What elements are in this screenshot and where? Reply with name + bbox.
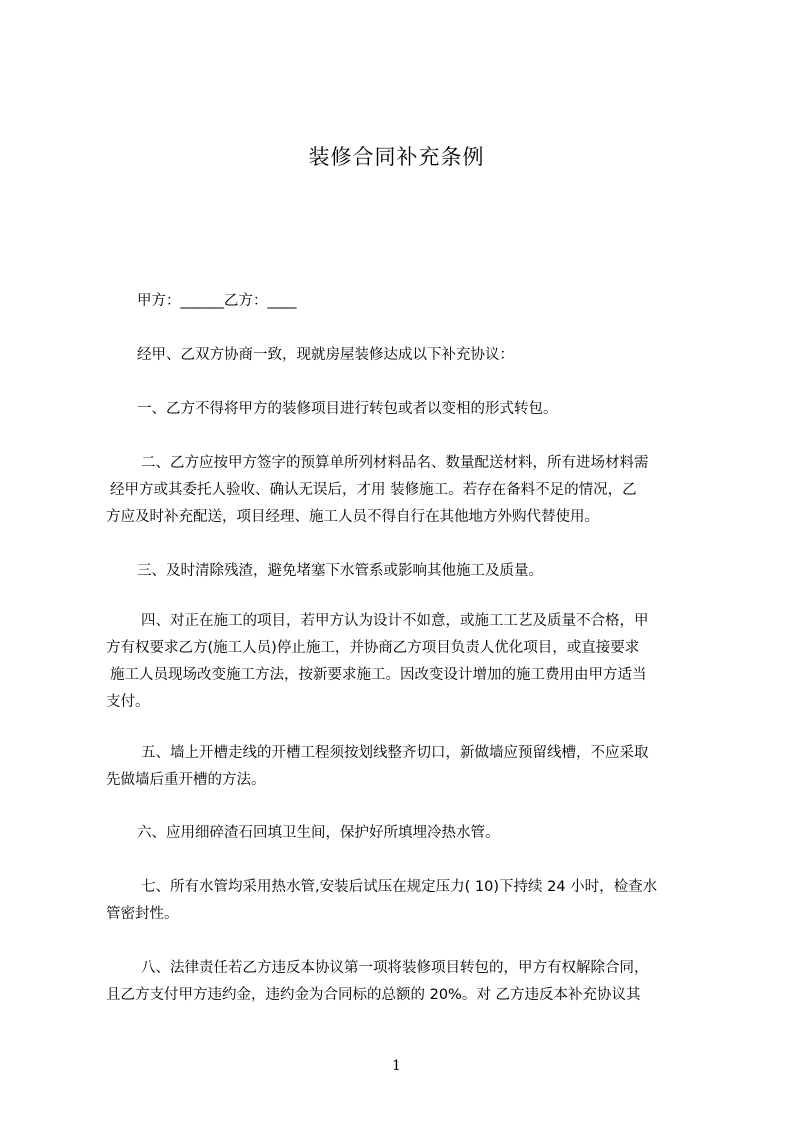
clause-2-line-3: 方应及时补充配送，项目经理、施工人员不得自行在其他地方外购代替使用。: [106, 509, 599, 525]
clause-6: 六、应用细碎渣石回填卫生间，保护好所填埋冷热水管。: [137, 825, 500, 841]
clause-8-line-2: 且乙方支付甲方违约金，违约金为合同标的总额的 20%。对 乙方违反本补充协议其: [106, 987, 641, 1003]
document-title: 装修合同补充条例: [308, 145, 485, 169]
clause-1: 一、乙方不得将甲方的装修项目进行转包或者以变相的形式转包。: [137, 401, 558, 417]
clause-5-line-2: 先做墙后重开槽的方法。: [106, 772, 266, 788]
clause-4-line-1: 四、对正在施工的项目，若甲方认为设计不如意，或施工工艺及质量不合格，甲: [141, 613, 649, 629]
clause-4-line-4: 支付。: [106, 694, 150, 710]
clause-7-line-1: 七、所有水管均采用热水管,安装后试压在规定压力( 10)下持续 24 小时，检查水: [141, 879, 658, 895]
page-number: 1: [392, 1058, 401, 1074]
clause-5-line-1: 五、墙上开槽走线的开槽工程须按划线整齐切口，新做墙应预留线槽，不应采取: [141, 745, 649, 761]
clause-2-line-2: 经甲方或其委托人验收、确认无误后，才用 装修施工。若存在备料不足的情况，乙: [110, 482, 637, 498]
clause-4-line-2: 方有权要求乙方(施工人员)停止施工，并协商乙方项目负责人优化项目，或直接要求: [106, 640, 640, 656]
clause-7-line-2: 管密封性。: [106, 906, 179, 922]
clause-8-line-1: 八、法律责任若乙方违反本协议第一项将装修项目转包的，甲方有权解除合同，: [141, 960, 649, 976]
parties-line: 甲方：______乙方：____: [137, 293, 297, 309]
clause-4-line-3: 施工人员现场改变施工方法，按新要求施工。因改变设计增加的施工费用由甲方适当: [110, 667, 647, 683]
clause-2-line-1: 二、乙方应按甲方签字的预算单所列材料品名、数量配送材料，所有进场材料需: [141, 455, 649, 471]
clause-3: 三、及时清除残渣，避免堵塞下水管系或影响其他施工及质量。: [137, 563, 543, 579]
intro-paragraph: 经甲、乙双方协商一致，现就房屋装修达成以下补充协议：: [137, 347, 514, 363]
